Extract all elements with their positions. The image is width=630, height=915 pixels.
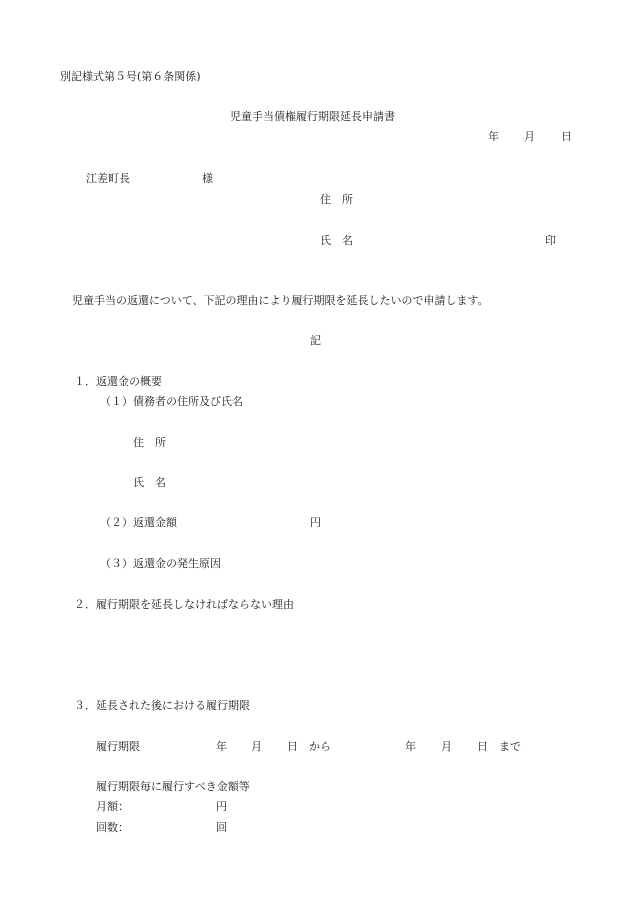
monthly-label: 月額： (96, 800, 129, 813)
applicant-address-label: 住 所 (320, 193, 353, 206)
until-day-label: 日 まで (477, 740, 521, 753)
section1-sub2: （２）返還金額 (100, 516, 177, 529)
section1-sub3: （３）返還金の発生原因 (100, 557, 221, 570)
date-year-label: 年 (488, 130, 499, 143)
document-title: 児童手当債権履行期限延長申請書 (230, 110, 395, 123)
intro-text: 児童手当の返還について、下記の理由により履行期限を延長したいので申請します。 (72, 294, 489, 307)
applicant-name-label: 氏 名 (320, 234, 353, 247)
count-label: 回数： (96, 821, 129, 834)
form-id: 別記様式第５号(第６条関係) (60, 70, 201, 83)
section3-heading: ３．延長された後における履行期限 (74, 699, 250, 712)
from-day-label: 日 から (287, 740, 331, 753)
section2-heading: ２．履行期限を延長しなければならない理由 (74, 598, 294, 611)
until-year-label: 年 (405, 740, 416, 753)
addressee-honorific: 様 (202, 172, 213, 185)
period-label: 履行期限 (96, 740, 140, 753)
monthly-unit: 円 (216, 800, 227, 813)
seal-mark: 印 (545, 234, 556, 247)
section1-sub1: （１）債務者の住所及び氏名 (100, 395, 243, 408)
count-unit: 回 (216, 821, 227, 834)
installment-label: 履行期限毎に履行すべき金額等 (96, 780, 250, 793)
from-year-label: 年 (216, 740, 227, 753)
until-month-label: 月 (441, 740, 452, 753)
debtor-address-label: 住 所 (133, 436, 166, 449)
refund-amount-yen: 円 (310, 516, 321, 529)
debtor-name-label: 氏 名 (133, 476, 166, 489)
date-day-label: 日 (561, 130, 572, 143)
section1-heading: １．返還金の概要 (74, 375, 162, 388)
date-month-label: 月 (524, 130, 535, 143)
ki-heading: 記 (310, 334, 321, 347)
from-month-label: 月 (251, 740, 262, 753)
addressee-name: 江差町長 (86, 172, 130, 185)
